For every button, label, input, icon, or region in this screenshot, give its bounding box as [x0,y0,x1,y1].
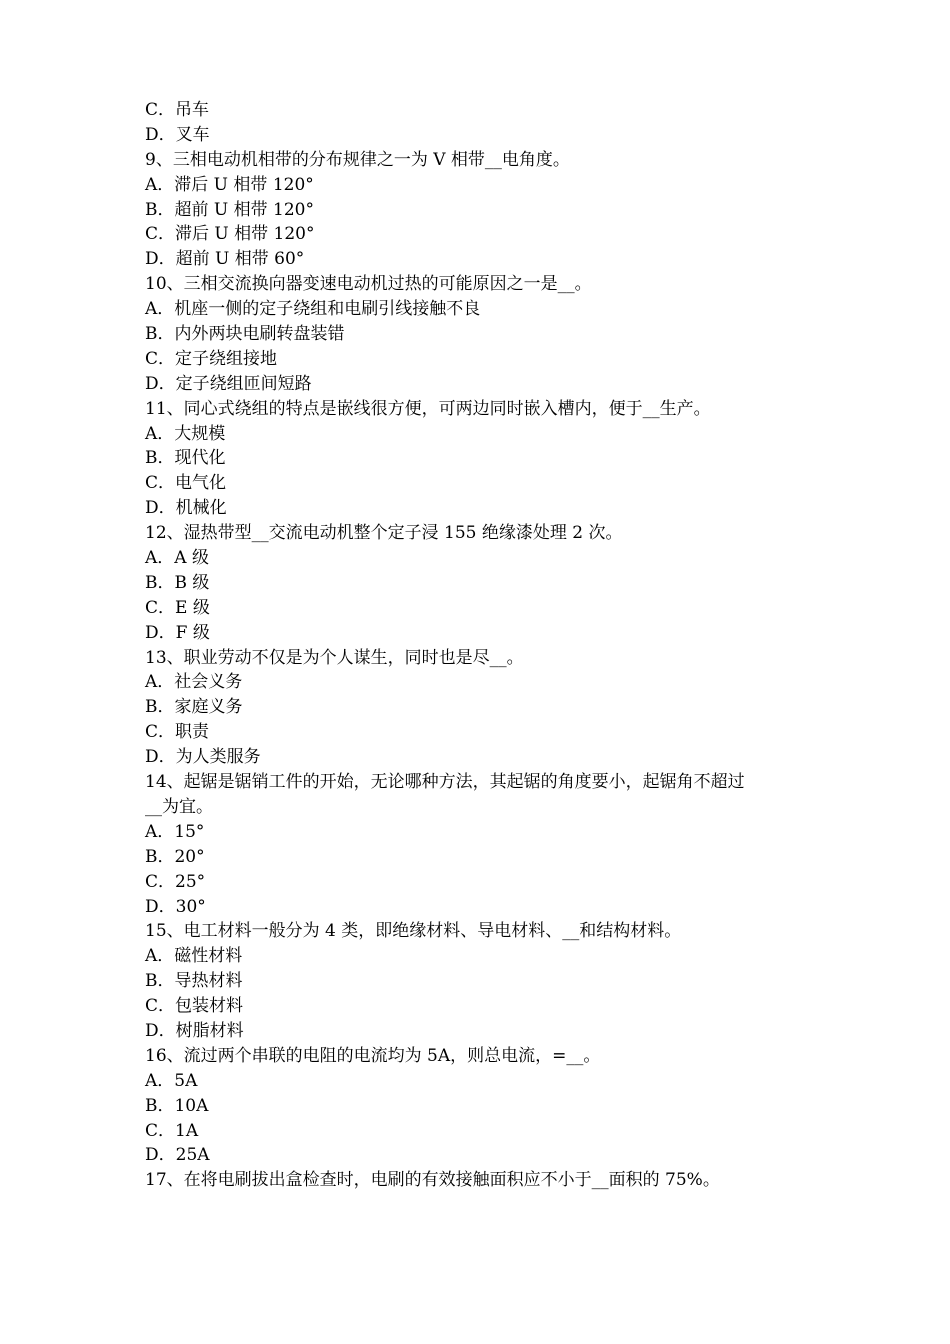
option-b: B．内外两块电刷转盘装错 [145,324,345,345]
option-b: B．B 级 [145,572,210,593]
option-a: A．15° [145,821,205,842]
option-c: C．滞后 U 相带 120° [145,224,315,245]
option-d: D．定子绕组匝间短路 [145,373,312,394]
option-a: A．机座一侧的定子绕组和电刷引线接触不良 [145,299,481,320]
question-11: 11、同心式绕组的特点是嵌线很方便，可两边同时嵌入槽内，便于__生产。 [145,398,711,419]
option-d: D．叉车 [145,124,210,145]
option-c: C．定子绕组接地 [145,348,278,369]
option-d: D．30° [145,896,206,917]
option-a: A．A 级 [145,548,209,569]
question-12: 12、湿热带型__交流电动机整个定子浸 155 绝缘漆处理 2 次。 [145,523,623,544]
option-c: C．电气化 [145,473,227,494]
option-b: B．现代化 [145,448,226,469]
question-14-continued: __为宜。 [145,796,213,817]
document-page [145,98,825,1193]
option-c: C．吊车 [145,100,210,120]
question-14: 14、起锯是锯销工件的开始，无论哪种方法，其起锯的角度要小，起锯角不超过 [145,772,745,793]
option-b: B．超前 U 相带 120° [145,199,314,220]
option-c: C．1A [145,1120,199,1141]
option-b: B．导热材料 [145,971,243,992]
question-15: 15、电工材料一般分为 4 类，即绝缘材料、导电材料、__和结构材料。 [145,921,682,942]
option-c: C．E 级 [145,597,210,618]
question-10: 10、三相交流换向器变速电动机过热的可能原因之一是__。 [145,274,592,295]
option-d: D．为人类服务 [145,747,261,768]
option-c: C．职责 [145,722,210,743]
option-a: A．磁性材料 [145,946,243,967]
option-a: A．5A [145,1070,198,1091]
option-b: B．家庭义务 [145,697,243,718]
option-a: A．滞后 U 相带 120° [145,174,314,195]
option-c: C．25° [145,871,206,892]
question-16: 16、流过两个串联的电阻的电流均为 5A，则总电流，=__。 [145,1045,601,1066]
option-d: D．树脂材料 [145,1020,244,1041]
question-9: 9、三相电动机相带的分布规律之一为 V 相带__电角度。 [145,149,570,170]
option-d: D．超前 U 相带 60° [145,249,305,270]
option-b: B．20° [145,846,205,867]
option-b: B．10A [145,1095,209,1116]
option-c: C．包装材料 [145,996,244,1017]
option-a: A．社会义务 [145,672,243,693]
option-d: D．25A [145,1145,210,1166]
question-13: 13、职业劳动不仅是为个人谋生，同时也是尽__。 [145,647,524,668]
option-d: D．F 级 [145,622,210,643]
option-d: D．机械化 [145,498,227,519]
option-a: A．大规模 [145,423,226,444]
question-17: 17、在将电刷拔出盒检查时，电刷的有效接触面积应不小于__面积的 75%。 [145,1170,720,1191]
